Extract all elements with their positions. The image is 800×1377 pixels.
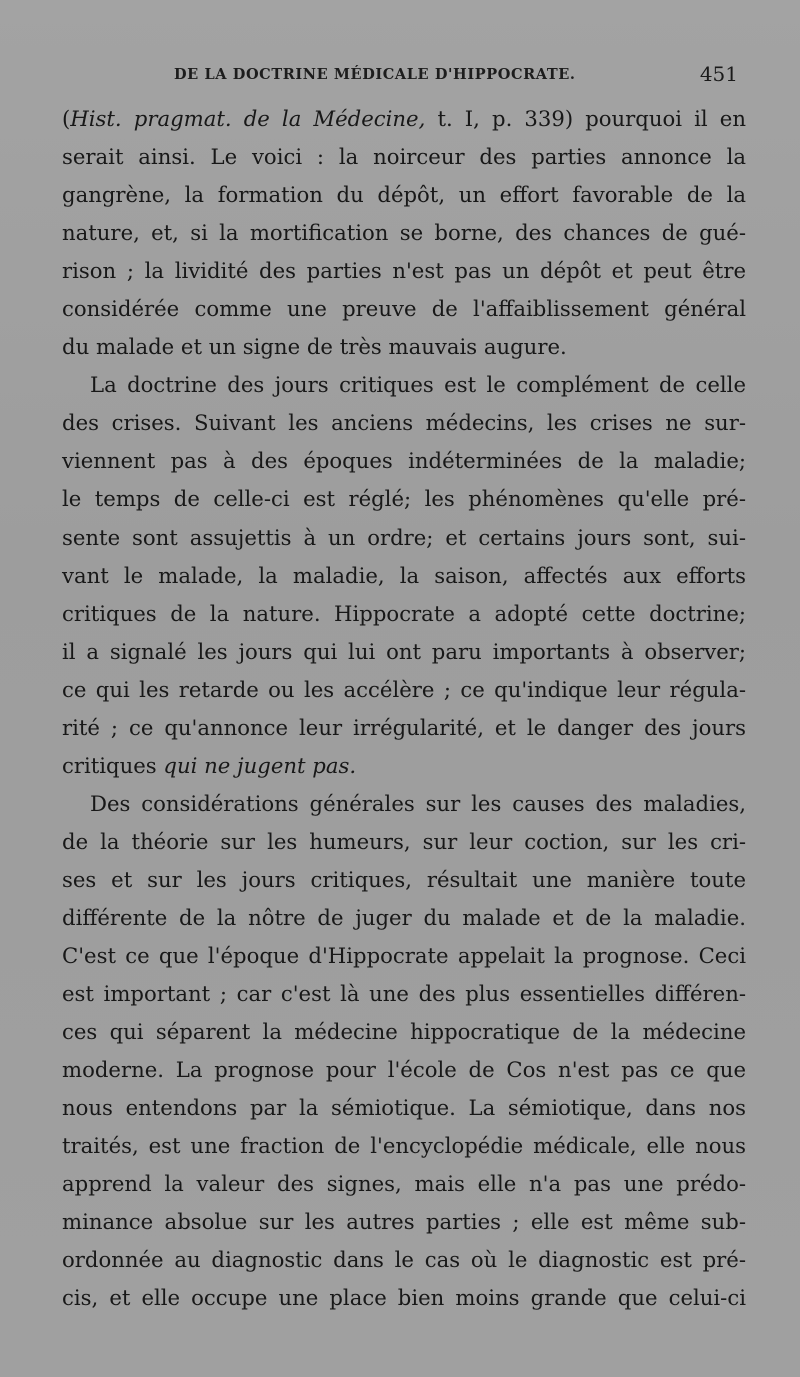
text-line: est important ; car c'est là une des plus essentielles différen-: [62, 981, 746, 1007]
body-text: [62, 100, 746, 1318]
text-line: sente sont assujettis à un ordre; et certains jours sont, sui-: [62, 524, 746, 550]
text-line: le temps de celle-ci est réglé; les phénomènes qu'elle pré-: [62, 486, 746, 512]
text-line: ce qui les retarde ou les accélère ; ce qu'indique leur régula-: [62, 676, 746, 702]
text-line: ordonnée au diagnostic dans le cas où le diagnostic est pré-: [62, 1247, 746, 1273]
text-line: (Hist. pragmat. de la Médecine, t. I, p. 339) pourquoi il en: [62, 106, 746, 131]
text-line: cis, et elle occupe une place bien moins grande que celui-ci: [62, 1285, 746, 1311]
paragraph-end-line: critiques qui ne jugent pas.: [62, 752, 357, 778]
text-line: viennent pas à des époques indéterminées de la maladie;: [62, 448, 746, 474]
paragraph-start-line: La doctrine des jours critiques est le complément de celle: [90, 372, 746, 398]
text-line: serait ainsi. Le voici : la noirceur des parties annonce la: [62, 144, 746, 170]
text-line: nous entendons par la sémiotique. La sémiotique, dans nos: [62, 1095, 746, 1121]
text-line: traités, est une fraction de l'encyclopédie médicale, elle nous: [62, 1133, 746, 1159]
paragraph-start-line: Des considérations générales sur les causes des maladies,: [90, 790, 746, 816]
text-line: différente de la nôtre de juger du malade et de la maladie.: [62, 904, 746, 930]
text-line: critiques de la nature. Hippocrate a adopté cette doctrine;: [62, 600, 746, 626]
text-line: nature, et, si la mortification se borne, des chances de gué-: [62, 220, 746, 246]
text-line: vant le malade, la maladie, la saison, affectés aux efforts: [62, 562, 746, 588]
running-title: DE LA DOCTRINE MÉDICALE D'HIPPOCRATE.: [174, 66, 576, 83]
paragraph-end-line: du malade et un signe de très mauvais augure.: [62, 334, 567, 360]
text-line: apprend la valeur des signes, mais elle n'a pas une prédo-: [62, 1171, 746, 1197]
text-line: il a signalé les jours qui lui ont paru importants à observer;: [62, 638, 746, 664]
text-line: minance absolue sur les autres parties ; elle est même sub-: [62, 1209, 746, 1235]
text-line: ces qui séparent la médecine hippocratique de la médecine: [62, 1019, 746, 1045]
text-line: C'est ce que l'époque d'Hippocrate appelait la prognose. Ceci: [62, 943, 746, 969]
page-number: 451: [699, 62, 738, 86]
text-line: ses et sur les jours critiques, résultait une manière toute: [62, 866, 746, 892]
text-line: de la théorie sur les humeurs, sur leur coction, sur les cri-: [62, 828, 746, 854]
text-line: des crises. Suivant les anciens médecins, les crises ne sur-: [62, 410, 746, 436]
running-head: [0, 62, 800, 90]
text-line: gangrène, la formation du dépôt, un effort favorable de la: [62, 182, 746, 208]
text-line: rison ; la lividité des parties n'est pas un dépôt et peut être: [62, 258, 746, 284]
text-line: rité ; ce qu'annonce leur irrégularité, et le danger des jours: [62, 714, 746, 740]
text-line: moderne. La prognose pour l'école de Cos n'est pas ce que: [62, 1057, 746, 1083]
text-line: considérée comme une preuve de l'affaiblissement général: [62, 296, 746, 322]
